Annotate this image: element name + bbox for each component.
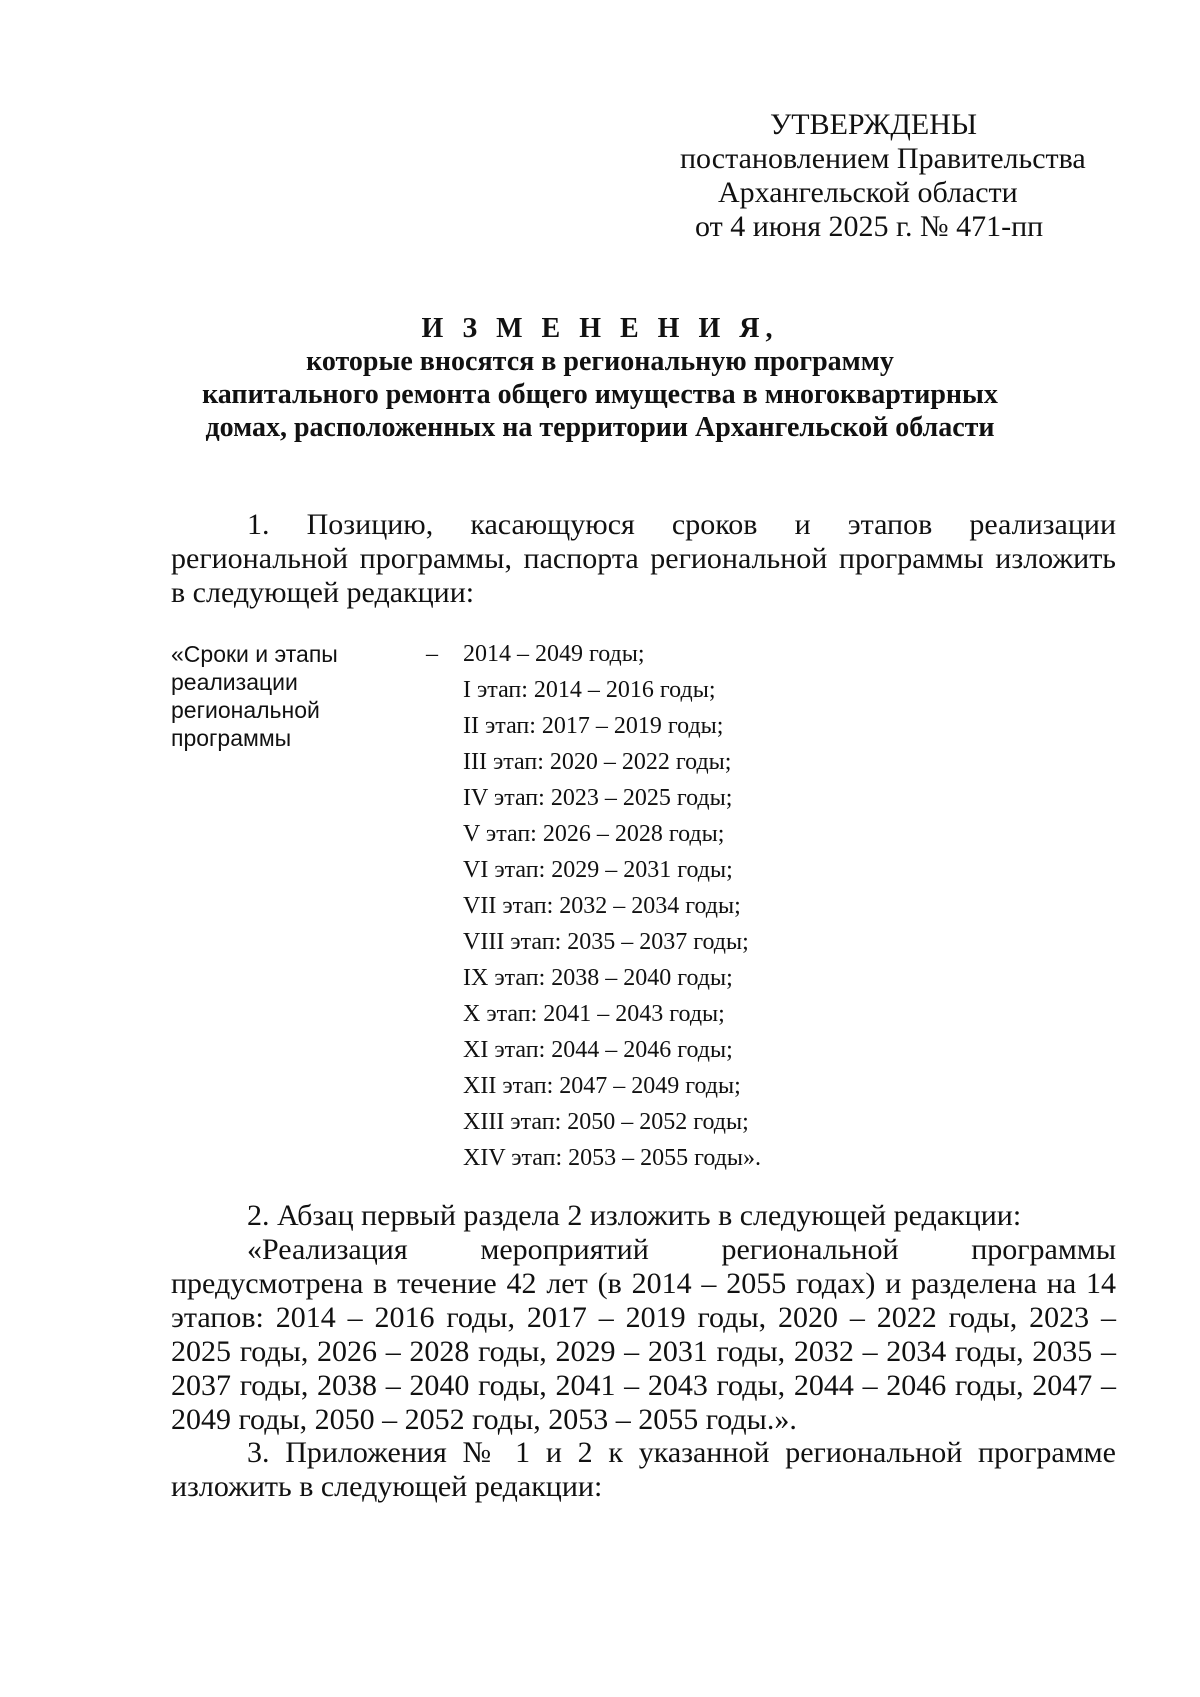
stage-row: II этап: 2017 – 2019 годы; [463, 713, 724, 739]
title-line-3: домах, расположенных на территории Архангельской области [205, 412, 995, 443]
stages-table-label [171, 640, 371, 752]
stage-row: 2014 – 2049 годы; [463, 641, 645, 667]
stage-row: XI этап: 2044 – 2046 годы; [463, 1037, 733, 1063]
item-3-paragraph: 3. Приложения № 1 и 2 к указанной региональной программе изложить в следующей редакции: [171, 1436, 1116, 1503]
approval-heading: УТВЕРЖДЕНЫ [770, 108, 978, 141]
stage-row: XIII этап: 2050 – 2052 годы; [463, 1109, 749, 1135]
title-line-1: которые вносятся в региональную программу [306, 346, 894, 377]
stage-row: VI этап: 2029 – 2031 годы; [463, 857, 733, 883]
label-line: «Сроки и этапы [171, 641, 338, 667]
label-line: реализации [171, 669, 298, 695]
item-2-quote: «Реализация мероприятий региональной программы предусмотрена в течение 42 лет (в 2014 – 2055 годах) и разделена на 14 этапов: 2014 – 2016 годы, 2017 – 2019 годы, 2020 – 2022 годы, 2023 – 2025 годы, 2026 – 2028 годы, 2029 – 2031 годы, 2032 – 2034 годы, 2035 – 2037 годы, 2038 – 2040 годы, 2041 – 2043 годы, 2044 – 2046 годы, 2047 – 2049 годы, 2050 – 2052 годы, 2053 – 2055 годы.». [171, 1233, 1116, 1436]
label-line: программы [171, 725, 292, 751]
stage-row: V этап: 2026 – 2028 годы; [463, 821, 725, 847]
approval-block [680, 108, 1200, 244]
approval-date-number: от 4 июня 2025 г. № 471-пп [695, 210, 1044, 243]
stage-row: III этап: 2020 – 2022 годы; [463, 749, 732, 775]
stage-row: X этап: 2041 – 2043 годы; [463, 1001, 725, 1027]
title-line-2: капитального ремонта общего имущества в многоквартирных [202, 379, 998, 410]
approval-region: Архангельской области [718, 176, 1018, 209]
label-line: региональной [171, 697, 320, 723]
document-title [150, 312, 1050, 444]
stage-row: XII этап: 2047 – 2049 годы; [463, 1073, 741, 1099]
stage-row: VIII этап: 2035 – 2037 годы; [463, 929, 749, 955]
title-heading: И З М Е Н Е Н И Я, [421, 313, 779, 344]
stage-row: I этап: 2014 – 2016 годы; [463, 677, 716, 703]
stages-table-dash: – [426, 641, 438, 667]
stages-table-values [463, 640, 963, 1180]
stage-row: IX этап: 2038 – 2040 годы; [463, 965, 733, 991]
stage-row: VII этап: 2032 – 2034 годы; [463, 893, 741, 919]
item-1-paragraph: 1. Позицию, касающуюся сроков и этапов реализации региональной программы, паспорта региональной программы изложить в следующей редакции: [171, 508, 1116, 609]
stage-row: IV этап: 2023 – 2025 годы; [463, 785, 733, 811]
approval-decree: постановлением Правительства [680, 142, 1086, 175]
item-2-paragraph: 2. Абзац первый раздела 2 изложить в следующей редакции: [247, 1199, 1022, 1232]
stage-row: XIV этап: 2053 – 2055 годы». [463, 1145, 762, 1171]
